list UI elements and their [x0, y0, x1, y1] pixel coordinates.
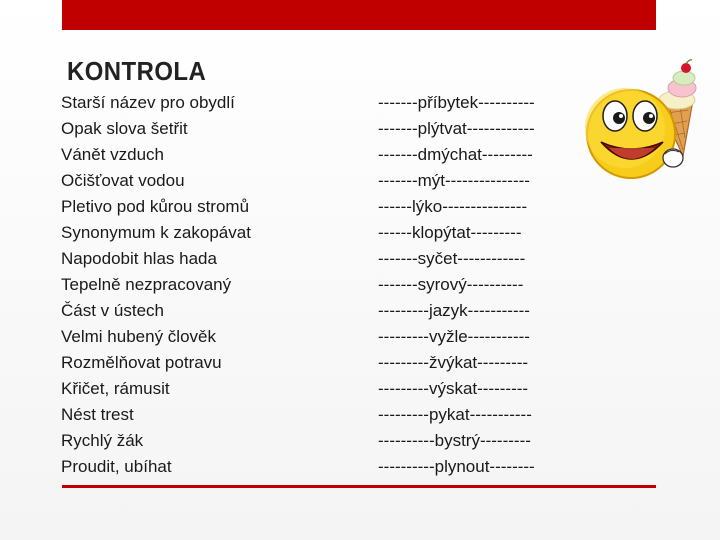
bottom-rule	[62, 485, 656, 488]
smiley-with-ice-cream-icon	[575, 58, 705, 188]
clue-item: Proudit, ubíhat	[61, 457, 172, 476]
answer-item: -------mýt---------------	[378, 171, 530, 190]
answer-item: ------lýko---------------	[378, 197, 528, 216]
clue-item: Křičet, rámusit	[61, 379, 170, 398]
answer-item: ------klopýtat---------	[378, 223, 522, 242]
answer-item: -------syčet------------	[378, 249, 526, 268]
answer-item: -------příbytek----------	[378, 93, 535, 112]
clue-item: Nést trest	[61, 405, 134, 424]
clue-item: Pletivo pod kůrou stromů	[61, 197, 250, 216]
answer-item: -------syrový----------	[378, 275, 524, 294]
answer-list	[378, 90, 535, 480]
clue-item: Rychlý žák	[61, 431, 144, 450]
answer-item: -------plýtvat------------	[378, 119, 535, 138]
clue-item: Synonymum k zakopávat	[61, 223, 251, 242]
clue-item: Napodobit hlas hada	[61, 249, 217, 268]
clue-item: Opak slova šetřit	[61, 119, 188, 138]
answer-item: ----------plynout--------	[378, 457, 535, 476]
clue-item: Velmi hubený člověk	[61, 327, 216, 346]
answer-item: ---------pykat-----------	[378, 405, 532, 424]
clue-item: Rozmělňovat potravu	[61, 353, 222, 372]
clue-item: Vánět vzduch	[61, 145, 165, 164]
top-accent-bar	[62, 0, 656, 30]
answer-item: ---------žvýkat---------	[378, 353, 529, 372]
answer-item: ---------jazyk-----------	[378, 301, 530, 320]
clue-item: Tepelně nezpracovaný	[61, 275, 232, 294]
clue-item: Část v ústech	[61, 301, 164, 320]
clue-item: Starší název pro obydlí	[61, 93, 235, 112]
clue-list	[61, 90, 251, 480]
clue-item: Očišťovat vodou	[61, 171, 185, 190]
answer-item: -------dmýchat---------	[378, 145, 533, 164]
answer-item: ----------bystrý---------	[378, 431, 531, 450]
slide-title: KONTROLA	[67, 56, 207, 86]
answer-item: ---------vyžle-----------	[378, 327, 530, 346]
answer-item: ---------výskat---------	[378, 379, 529, 398]
